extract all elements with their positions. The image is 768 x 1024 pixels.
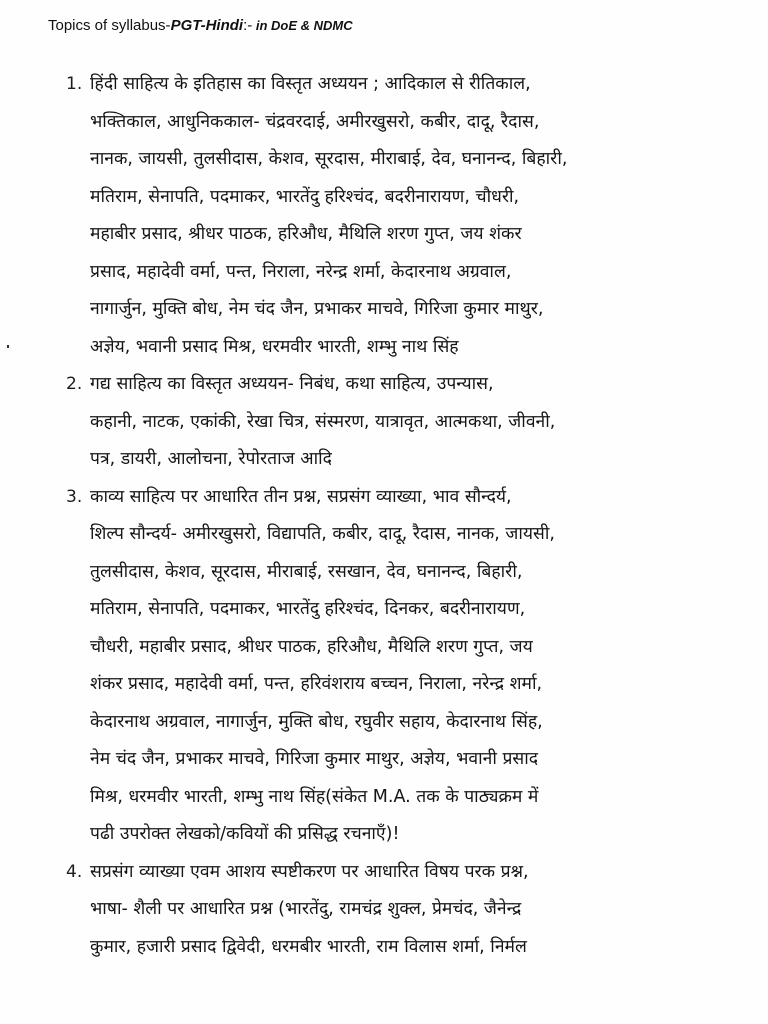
topic-number: 4. (66, 861, 83, 882)
document-heading (48, 16, 353, 36)
topic-line: नानक, जायसी, तुलसीदास, केशव, सूरदास, मीराबाई, देव, घनानन्द, बिहारी, (90, 149, 568, 169)
topic-line: चौधरी, महाबीर प्रसाद, श्रीधर पाठक, हरिऔध, मैथिलि शरण गुप्त, जय (90, 636, 533, 657)
heading-separator: :- (243, 17, 253, 34)
topic-line: अज्ञेय, भवानी प्रसाद मिश्र, धरमवीर भारती, शम्भु नाथ सिंह (90, 336, 459, 357)
topic-line: काव्य साहित्य पर आधारित तीन प्रश्न, सप्रसंग व्याख्या, भाव सौन्दर्य, (90, 486, 512, 507)
heading-subject: PGT-Hindi (170, 17, 244, 34)
topic-line: तुलसीदास, केशव, सूरदास, मीराबाई, रसखान, देव, घनानन्द, बिहारी, (90, 561, 523, 582)
topic-number: 1. (66, 74, 83, 94)
topic-line: केदारनाथ अग्रवाल, नागार्जुन, मुक्ति बोध, रघुवीर सहाय, केदारनाथ सिंह, (90, 711, 543, 732)
syllabus-topic-2 (66, 366, 706, 479)
topic-line: मतिराम, सेनापति, पदमाकर, भारतेंदु हरिश्चंद, दिनकर, बदरीनारायण, (90, 599, 526, 619)
topic-line: मतिराम, सेनापति, पदमाकर, भारतेंदु हरिश्चंद, बदरीनारायण, चौधरी, (90, 186, 520, 207)
topic-text (90, 366, 706, 479)
topic-line: हिंदी साहित्य के इतिहास का विस्तृत अध्ययन ; आदिकाल से रीतिकाल, (90, 74, 531, 94)
scan-speck (7, 345, 9, 348)
topic-line: पढी उपरोक्त लेखको/कवियों की प्रसिद्ध रचनाएँ)! (90, 824, 400, 844)
topic-line: कहानी, नाटक, एकांकी, रेखा चित्र, संस्मरण, यात्रावृत, आत्मकथा, जीवनी, (90, 411, 556, 432)
topic-text (90, 479, 706, 854)
topic-text (90, 66, 706, 366)
topic-number: 2. (66, 374, 83, 394)
heading-prefix: Topics of syllabus- (48, 17, 171, 34)
topic-line: सप्रसंग व्याख्या एवम आशय स्पष्टीकरण पर आधारित विषय परक प्रश्न, (90, 861, 529, 882)
topic-number: 3. (66, 486, 83, 507)
topic-line: गद्य साहित्य का विस्तृत अध्ययन- निबंध, कथा साहित्य, उपन्यास, (90, 374, 494, 394)
topic-text (90, 854, 706, 967)
topic-line: नागार्जुन, मुक्ति बोध, नेम चंद जैन, प्रभाकर माचवे, गिरिजा कुमार माथुर, (90, 299, 544, 319)
topic-line: भक्तिकाल, आधुनिककाल- चंद्रवरदाई, अमीरखुसरो, कबीर, दादू, रैदास, (90, 111, 540, 132)
topic-line: महाबीर प्रसाद, श्रीधर पाठक, हरिऔध, मैथिलि शरण गुप्त, जय शंकर (90, 224, 522, 244)
topic-line: शंकर प्रसाद, महादेवी वर्मा, पन्त, हरिवंशराय बच्चन, निराला, नरेन्द्र शर्मा, (90, 674, 543, 694)
topic-line: मिश्र, धरमवीर भारती, शम्भु नाथ सिंह(संकेत M.A. तक के पाठ्यक्रम में (90, 786, 539, 807)
syllabus-topic-3 (66, 479, 706, 854)
syllabus-topic-4 (66, 854, 706, 967)
topic-line: कुमार, हजारी प्रसाद द्विवेदी, धरमबीर भारती, राम विलास शर्मा, निर्मल (90, 936, 527, 957)
topic-line: नेम चंद जैन, प्रभाकर माचवे, गिरिजा कुमार माथुर, अज्ञेय, भवानी प्रसाद (90, 749, 539, 769)
topic-line: प्रसाद, महादेवी वर्मा, पन्त, निराला, नरेन्द्र शर्मा, केदारनाथ अग्रवाल, (90, 261, 512, 282)
topic-line: शिल्प सौन्दर्य- अमीरखुसरो, विद्यापति, कबीर, दादू, रैदास, नानक, जायसी, (90, 524, 555, 544)
topic-line: पत्र, डायरी, आलोचना, रेपोरताज आदि (90, 449, 332, 469)
heading-suffix: in DoE & NDMC (252, 18, 353, 33)
syllabus-topic-1 (66, 66, 706, 366)
topic-line: भाषा- शैली पर आधारित प्रश्न (भारतेंदु, रामचंद्र शुक्ल, प्रेमचंद, जैनेन्द्र (90, 899, 522, 919)
syllabus-topic-list (66, 66, 706, 966)
